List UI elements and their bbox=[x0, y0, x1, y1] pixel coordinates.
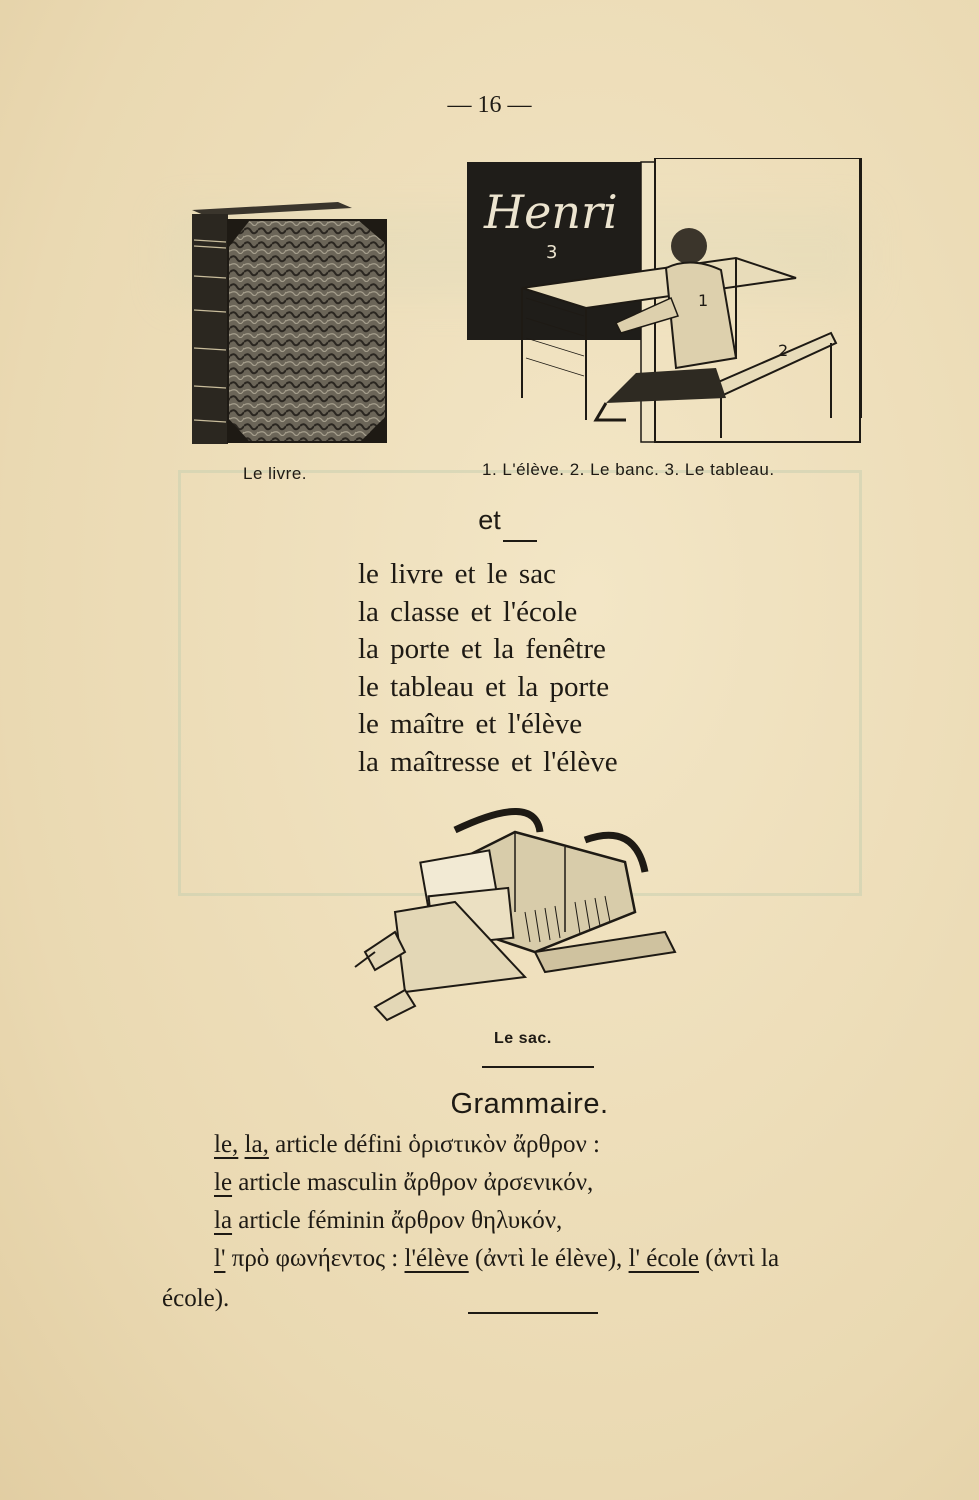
grammar-line-4 bbox=[214, 1245, 779, 1273]
lesson-title: et bbox=[478, 505, 501, 535]
phrase-list bbox=[358, 556, 618, 781]
example-ecole: l' école bbox=[628, 1245, 699, 1272]
phrase-line: le livre et le sac bbox=[358, 558, 556, 590]
article-feminin-word: la bbox=[214, 1207, 233, 1234]
article-masculin-word: le bbox=[214, 1169, 233, 1196]
phrase-line: la porte et la fenêtre bbox=[358, 633, 606, 665]
grammar-line-5: école). bbox=[162, 1285, 230, 1312]
grammar-title: Grammaire. bbox=[450, 1088, 609, 1120]
article-masculin-desc: article masculin ἄρθρον ἀρσενικόν, bbox=[238, 1169, 594, 1196]
grammar-line-2 bbox=[214, 1169, 593, 1197]
phrase-line: le tableau et la porte bbox=[358, 670, 610, 703]
blackboard-name: Henri bbox=[484, 185, 618, 239]
phrase-line: la maîtresse et l'élève bbox=[358, 745, 618, 778]
book-caption: Le livre. bbox=[243, 464, 308, 483]
classroom-illustration bbox=[466, 158, 864, 446]
grammar-line-1 bbox=[214, 1131, 600, 1159]
example-ecole-note: (ἀντὶ la bbox=[705, 1245, 780, 1272]
elision-article: l' bbox=[214, 1245, 226, 1272]
blackboard-number: 3 bbox=[546, 242, 558, 263]
example-eleve: l'élève bbox=[404, 1245, 469, 1272]
book-illustration bbox=[188, 198, 390, 448]
article-la: la, bbox=[244, 1131, 269, 1158]
elision-rule: πρὸ φωνήεντος : bbox=[231, 1245, 399, 1272]
phrase-line: le maître et l'élève bbox=[358, 708, 583, 740]
page-number: — 16 — bbox=[447, 92, 532, 118]
grammar-line-3 bbox=[214, 1207, 562, 1235]
label-eleve: 1 bbox=[698, 291, 709, 310]
bag-caption: Le sac. bbox=[494, 1030, 552, 1047]
lesson-title-underline bbox=[503, 540, 537, 542]
label-banc: 2 bbox=[778, 341, 789, 360]
classroom-caption: 1. L'élève. 2. Le banc. 3. Le tableau. bbox=[482, 460, 775, 479]
example-eleve-note: (ἀντὶ le élève), bbox=[474, 1245, 623, 1272]
article-le: le, bbox=[214, 1131, 239, 1158]
article-feminin-desc: article féminin ἄρθρον θηλυκόν, bbox=[238, 1207, 563, 1234]
section-divider bbox=[482, 1066, 594, 1068]
end-divider bbox=[468, 1312, 598, 1314]
grammar-definition: article défini ὁριστικὸν ἄρθρον : bbox=[275, 1131, 600, 1158]
bag-illustration bbox=[335, 802, 685, 1024]
phrase-line: la classe et l'école bbox=[358, 595, 578, 628]
